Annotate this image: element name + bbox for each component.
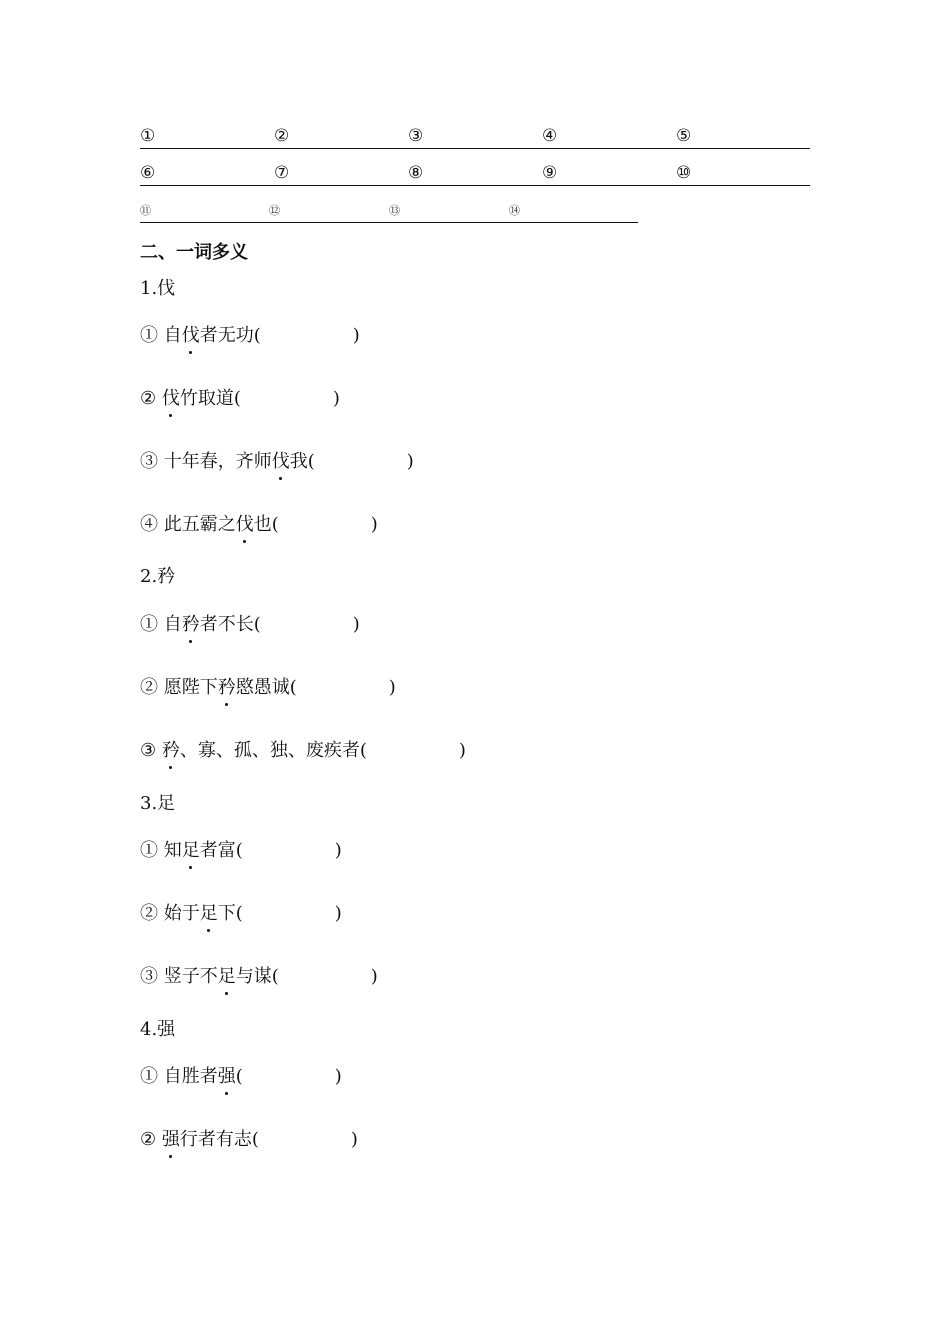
sentence-text: 也(: [253, 514, 279, 535]
answer-blank-row-1: [140, 124, 810, 149]
answer-blank-7[interactable]: ⑦: [274, 163, 290, 183]
sentence-text: 者无功(: [199, 325, 261, 346]
close-paren: ): [332, 388, 340, 409]
close-paren: ): [352, 614, 360, 635]
answer-blank-row-2: [140, 161, 810, 186]
item-number: ③: [140, 966, 158, 987]
sentence-1-3: [140, 447, 414, 473]
sentence-4-2: [140, 1125, 358, 1151]
answer-blank-6[interactable]: ⑥: [140, 163, 156, 183]
section-heading: 二、一词多义: [140, 242, 248, 263]
sentence-text: 竹取道(: [179, 388, 241, 409]
sentence-text: 愿陛下: [163, 677, 218, 698]
close-paren: ): [334, 840, 342, 861]
answer-blank-11[interactable]: ⑪: [140, 199, 269, 223]
group-title-2: 2.矜: [140, 566, 176, 587]
emphasis-char: 伐: [272, 447, 290, 473]
sentence-text: (: [235, 1066, 243, 1087]
group-title-4: 4.强: [140, 1019, 176, 1040]
emphasis-char: 伐: [182, 321, 200, 347]
answer-blank-10[interactable]: ⑩: [676, 163, 692, 183]
sentence-2-3: [140, 736, 466, 762]
emphasis-char: 强: [162, 1125, 180, 1151]
emphasis-char: 足: [218, 962, 236, 988]
close-paren: ): [352, 325, 360, 346]
item-number: ②: [140, 677, 158, 698]
close-paren: ): [334, 1066, 342, 1087]
sentence-text: 、寡、孤、独、废疾者(: [179, 740, 367, 761]
sentence-3-3: [140, 962, 378, 988]
item-number: ①: [140, 325, 158, 346]
sentence-text: 者不长(: [199, 614, 261, 635]
item-number: ④: [140, 514, 158, 535]
sentence-1-2: [140, 384, 340, 410]
answer-blank-3[interactable]: ③: [408, 126, 424, 146]
sentence-4-1: [140, 1062, 342, 1088]
emphasis-char: 伐: [162, 384, 180, 410]
sentence-1-4: [140, 510, 378, 536]
sentence-2-1: [140, 610, 360, 636]
sentence-text: 愍愚诚(: [235, 677, 297, 698]
answer-blank-1[interactable]: ①: [140, 126, 156, 146]
item-number: ①: [140, 614, 158, 635]
emphasis-char: 伐: [236, 510, 254, 536]
sentence-text: 十年春，齐师: [163, 451, 272, 472]
answer-blank-9[interactable]: ⑨: [542, 163, 558, 183]
sentence-text: 始于: [163, 903, 200, 924]
answer-blank-2[interactable]: ②: [274, 126, 290, 146]
sentence-text: 自: [163, 614, 182, 635]
close-paren: ): [350, 1129, 358, 1150]
answer-blank-13[interactable]: ⑬: [389, 199, 509, 223]
sentence-text: 自胜者: [163, 1066, 218, 1087]
close-paren: ): [370, 514, 378, 535]
sentence-text: 下(: [217, 903, 243, 924]
answer-blank-5[interactable]: ⑤: [676, 126, 692, 146]
answer-blank-8[interactable]: ⑧: [408, 163, 424, 183]
sentence-3-1: [140, 836, 342, 862]
emphasis-char: 矜: [182, 610, 200, 636]
group-title-1: 1.伐: [140, 278, 176, 299]
answer-blank-14[interactable]: ⑭: [509, 199, 638, 223]
sentence-text: 行者有志(: [179, 1129, 259, 1150]
sentence-text: 自: [163, 325, 182, 346]
sentence-text: 与谋(: [235, 966, 279, 987]
answer-blank-12[interactable]: ⑫: [269, 199, 389, 223]
item-number: ③: [140, 740, 157, 761]
item-number: ②: [140, 903, 158, 924]
close-paren: ): [334, 903, 342, 924]
emphasis-char: 足: [182, 836, 200, 862]
sentence-text: 竖子不: [163, 966, 218, 987]
close-paren: ): [388, 677, 396, 698]
answer-blank-row-3: [140, 199, 638, 223]
sentence-text: 我(: [289, 451, 315, 472]
emphasis-char: 矜: [218, 673, 236, 699]
close-paren: ): [458, 740, 466, 761]
emphasis-char: 矜: [162, 736, 180, 762]
answer-blank-4[interactable]: ④: [542, 126, 558, 146]
sentence-text: 知: [163, 840, 182, 861]
sentence-3-2: [140, 899, 342, 925]
group-title-3: 3.足: [140, 793, 176, 814]
sentence-2-2: [140, 673, 396, 699]
item-number: ①: [140, 840, 158, 861]
emphasis-char: 足: [200, 899, 218, 925]
item-number: ①: [140, 1066, 158, 1087]
item-number: ②: [140, 388, 157, 409]
emphasis-char: 强: [218, 1062, 236, 1088]
close-paren: ): [370, 966, 378, 987]
sentence-1-1: [140, 321, 360, 347]
item-number: ③: [140, 451, 158, 472]
item-number: ②: [140, 1129, 157, 1150]
sentence-text: 者富(: [199, 840, 243, 861]
close-paren: ): [406, 451, 414, 472]
sentence-text: 此五霸之: [163, 514, 236, 535]
